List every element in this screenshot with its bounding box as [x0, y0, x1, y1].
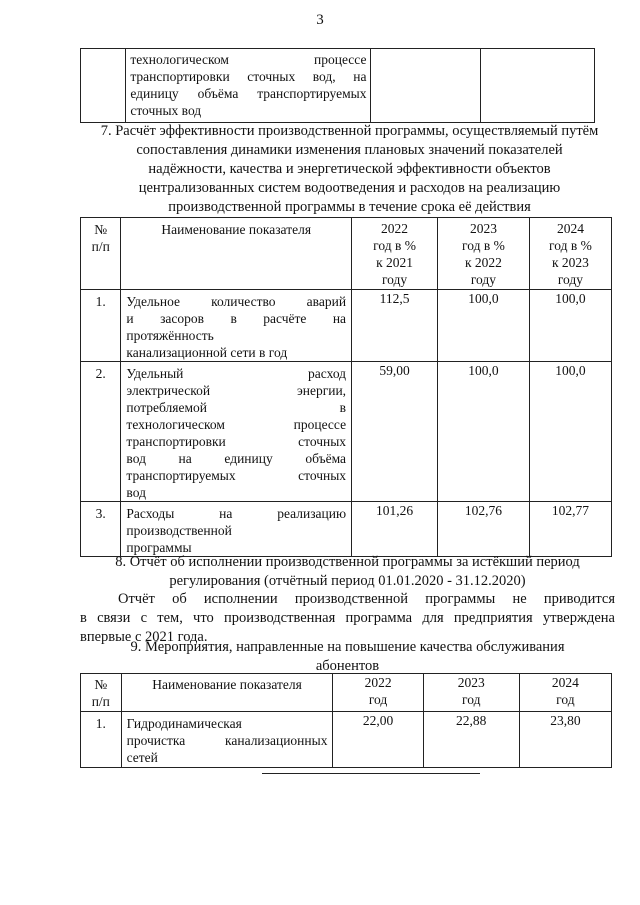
measures-table [80, 673, 612, 768]
row-name: Удельный расход электрической энергии, потребляемой в технологическом процессе транспортировки сточных вод на единицу объёма транспортируемых сточных вод [121, 362, 352, 502]
header-year-2024: 2024 год в % к 2023 году [529, 218, 611, 290]
carry-line: единицу объёма транспортируемых [130, 86, 367, 101]
carry-line: технологическом процессе [130, 52, 367, 67]
table-row [81, 362, 612, 502]
header-year-2023: 2023 год [423, 674, 519, 712]
carry-name-cell [126, 49, 371, 123]
carry-num-cell [81, 49, 126, 123]
row-value: 22,00 [333, 712, 423, 768]
header-num-cell: № п/п [81, 218, 121, 290]
section8-title: 8. Отчёт об исполнении производственной программы за истёкший период регулирования (отчётный период 01.01.2020 - 31.12.2020) [115, 554, 580, 589]
row-num: 3. [81, 502, 121, 557]
header-year-2024: 2024 год [519, 674, 611, 712]
row-value: 100,0 [529, 362, 611, 502]
carry-line: сточных вод [130, 103, 202, 118]
header-name-cell: Наименование показателя [121, 674, 333, 712]
row-name: Расходы на реализацию производственной программы [121, 502, 352, 557]
row-value: 102,76 [438, 502, 530, 557]
table-row [81, 502, 612, 557]
efficiency-table [80, 217, 612, 557]
header-name-cell: Наименование показателя [121, 218, 352, 290]
header-num-cell: № п/п [81, 674, 122, 712]
row-value: 100,0 [529, 290, 611, 362]
carry-over-table [80, 48, 595, 123]
section8-paragraph: Отчёт об исполнении производственной программы не приводится в связи с тем, что производственная программа для предприятия утверждена впервые с 2021 года. [80, 591, 615, 645]
header-year-2022: 2022 год [333, 674, 423, 712]
row-name: Удельное количество аварий и засоров в расчёте на протяжённость канализационной сети в год [121, 290, 352, 362]
row-value: 22,88 [423, 712, 519, 768]
row-value: 112,5 [352, 290, 438, 362]
carry-value-cell [480, 49, 594, 123]
header-year-2022: 2022 год в % к 2021 году [352, 218, 438, 290]
section9-title: 9. Мероприятия, направленные на повышение качества обслуживания абонентов [130, 639, 565, 674]
page-number: 3 [316, 12, 324, 28]
table-row [81, 712, 612, 768]
row-value: 23,80 [519, 712, 611, 768]
row-name: Гидродинамическая прочистка канализационных сетей [121, 712, 333, 768]
carry-value-cell [371, 49, 480, 123]
row-num: 2. [81, 362, 121, 502]
row-value: 101,26 [352, 502, 438, 557]
header-year-2023: 2023 год в % к 2022 году [438, 218, 530, 290]
carry-line: транспортировки сточных вод, на [130, 69, 367, 84]
section7-title: 7. Расчёт эффективности производственной программы, осуществляемый путём сопоставления динамики изменения плановых значений показателей надёжности, качества и энергетической эффективности объектов централизованных систем водоотведения и расходов на реализацию производственной программы в течение срока её действия [100, 123, 599, 215]
row-value: 59,00 [352, 362, 438, 502]
row-value: 102,77 [529, 502, 611, 557]
row-num: 1. [81, 712, 122, 768]
row-value: 100,0 [438, 362, 530, 502]
closing-rule [262, 773, 480, 774]
row-num: 1. [81, 290, 121, 362]
table-row [81, 290, 612, 362]
row-value: 100,0 [438, 290, 530, 362]
